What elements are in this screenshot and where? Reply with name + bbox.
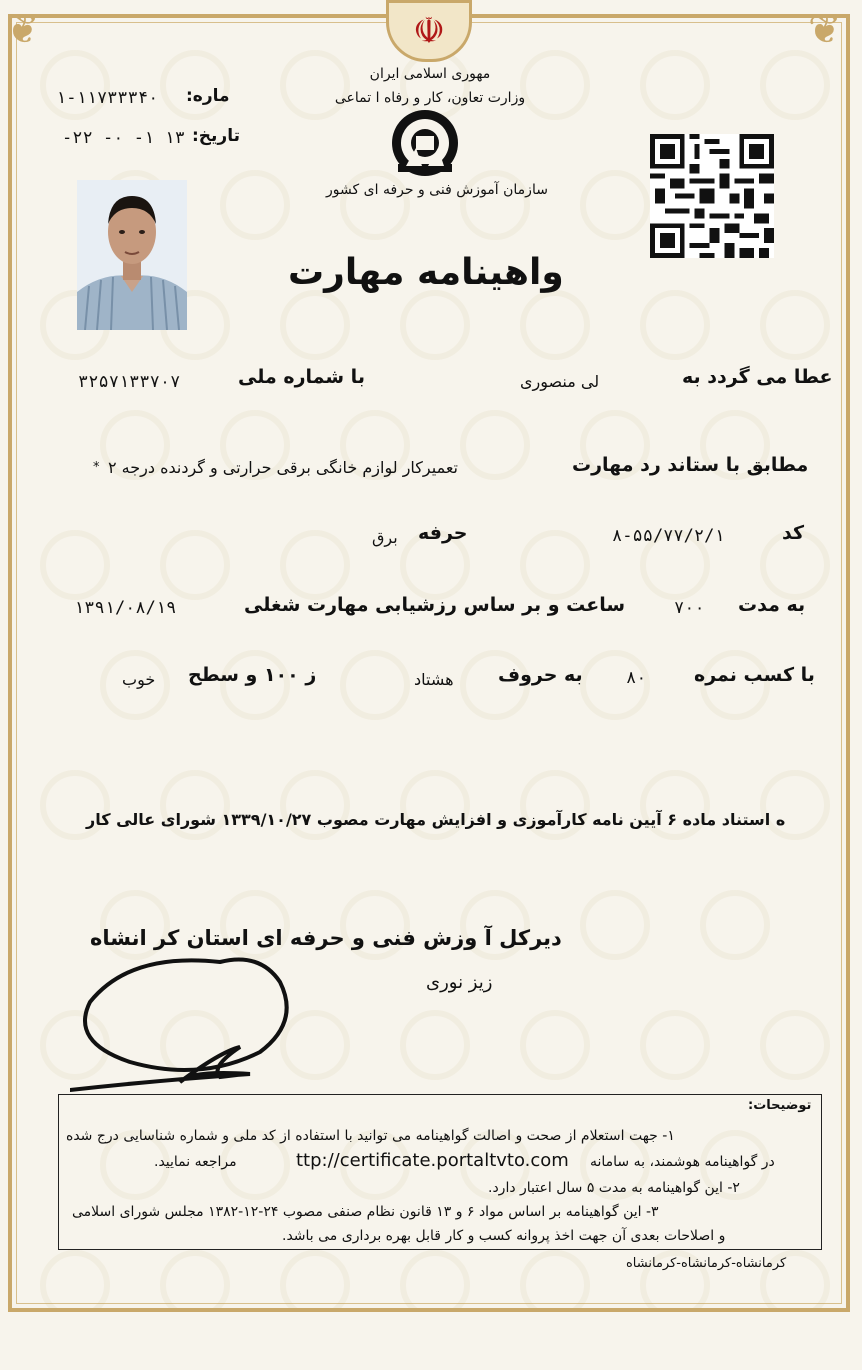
watermark-ring — [520, 1010, 590, 1080]
watermark-ring — [160, 1250, 230, 1320]
watermark-ring — [340, 170, 410, 240]
watermark-ring — [160, 530, 230, 600]
number-label: ماره: — [186, 86, 230, 106]
certificate-title: واهینامه مهارت — [288, 252, 564, 293]
signature — [70, 942, 330, 1092]
profession-label: حرفه — [418, 522, 468, 544]
watermark-ring — [220, 170, 290, 240]
duration-suffix: ساعت و بر ساس رزشیابی مهارت شغلی — [244, 594, 626, 616]
standard-mark: * — [93, 460, 100, 475]
note-line-3: ۲- این گواهینامه به مدت ۵ سال اعتبار دارد. — [488, 1180, 740, 1196]
code-label: کد — [782, 522, 805, 544]
watermark-ring — [760, 50, 830, 120]
watermark-ring — [520, 50, 590, 120]
watermark-ring — [520, 290, 590, 360]
watermark-ring — [400, 290, 470, 360]
watermark-ring — [520, 530, 590, 600]
page-margin — [0, 1312, 862, 1370]
legal-basis: ه استناد ماده ۶ آیین نامه کارآموزی و افزایش مهارت مصوب ۱۳۳۹/۱۰/۲۷ شورای عالی کار — [86, 810, 786, 829]
watermark-ring — [160, 50, 230, 120]
ministry-name: وزارت تعاون، کار و رفاه ا تماعی — [334, 90, 526, 106]
watermark-ring — [580, 170, 650, 240]
watermark-ring — [400, 1010, 470, 1080]
note-line-1: ۱- جهت استعلام از صحت و اصالت گواهینامه می توانید با استفاده از کد ملی و شماره شناسایی درج شده — [66, 1128, 675, 1144]
code-value: ۸-۵۵/۷۷/۲/۱ — [612, 526, 725, 546]
awarded-name: لی منصوری — [520, 372, 600, 391]
emblem-icon: ☫ — [386, 0, 472, 62]
watermark-ring — [280, 530, 350, 600]
number-value: ۱-۱۱۷۳۳۳۴۰ — [56, 88, 159, 108]
score-label: با کسب نمره — [694, 664, 815, 686]
location: کرمانشاه-کرمانشاه-کرمانشاه — [626, 1256, 787, 1271]
standard-value: تعمیرکار لوازم خانگی برقی حرارتی و گردنده درجه ۲ — [108, 458, 458, 477]
watermark-ring — [520, 770, 590, 840]
profession-value: برق — [372, 528, 398, 547]
watermark-ring — [760, 1010, 830, 1080]
corner-ornament-icon: ❦ — [6, 7, 40, 53]
watermark-ring — [400, 1250, 470, 1320]
score-words-value: هشتاد — [414, 670, 454, 689]
watermark-ring — [40, 770, 110, 840]
watermark-ring — [640, 770, 710, 840]
corner-ornament-icon: ❦ — [808, 7, 842, 53]
watermark-ring — [160, 770, 230, 840]
notes-heading: توضیحات: — [748, 1098, 812, 1113]
watermark-ring — [460, 170, 530, 240]
signatory-name: زیز نوری — [426, 972, 493, 993]
awarded-label: عطا می گردد به — [682, 366, 833, 388]
national-id-label: با شماره ملی — [238, 366, 365, 388]
signatory-title: دیرکل آ وزش فنی و حرفه ای استان کر انشاه — [90, 926, 562, 950]
exam-date: ۱۳۹۱/۰۸/۱۹ — [74, 598, 177, 618]
watermark-ring — [520, 1250, 590, 1320]
watermark-ring — [640, 50, 710, 120]
watermark-ring — [340, 650, 410, 720]
score-words-label: به حروف — [498, 664, 583, 686]
republic-name: مهوری اسلامی ایران — [369, 66, 491, 82]
watermark-ring — [760, 770, 830, 840]
watermark-ring — [700, 890, 770, 960]
scale-label: ز ۱۰۰ و سطح — [188, 664, 317, 686]
portrait-photo — [77, 180, 187, 330]
watermark-ring — [460, 410, 530, 480]
note-line-2b: مراجعه نمایید. — [154, 1154, 237, 1170]
watermark-ring — [280, 290, 350, 360]
date-value: ۱۳ ۱- ۰- ۲۲- — [62, 128, 185, 148]
note-line-2a: در گواهینامه هوشمند، به سامانه — [590, 1154, 775, 1170]
watermark-ring — [280, 1250, 350, 1320]
organization-name: سازمان آموزش فنی و حرفه ای کشور — [326, 182, 548, 198]
score-value: ۸۰ — [626, 668, 647, 688]
watermark-ring — [640, 290, 710, 360]
watermark-ring — [400, 770, 470, 840]
standard-label: مطابق با ستاند رد مهارت — [572, 454, 809, 476]
level-value: خوب — [122, 670, 156, 689]
certificate-url[interactable]: ttp://certificate.portaltvto.com — [296, 1150, 569, 1171]
national-id-value: ۳۲۵۷۱۳۳۷۰۷ — [78, 372, 181, 392]
watermark-ring — [40, 530, 110, 600]
watermark-ring — [40, 50, 110, 120]
watermark-ring — [640, 1010, 710, 1080]
duration-label: به مدت — [738, 594, 806, 616]
tvto-logo-icon — [386, 108, 464, 178]
duration-value: ۷۰۰ — [674, 598, 705, 618]
watermark-ring — [40, 1250, 110, 1320]
watermark-ring — [280, 50, 350, 120]
note-line-4: ۳- این گواهینامه بر اساس مواد ۶ و ۱۳ قانون نظام صنفی مصوب ۲۴-۱۲-۱۳۸۲ مجلس شورای اسلامی — [72, 1204, 659, 1220]
watermark-ring — [580, 890, 650, 960]
notes-box — [58, 1094, 822, 1250]
note-line-5: و اصلاحات بعدی آن جهت اخذ پروانه کسب و کار قابل بهره برداری می باشد. — [282, 1228, 726, 1244]
watermark-ring — [280, 770, 350, 840]
watermark-ring — [760, 290, 830, 360]
qr-code — [650, 134, 774, 258]
date-label: تاریخ: — [192, 126, 240, 146]
